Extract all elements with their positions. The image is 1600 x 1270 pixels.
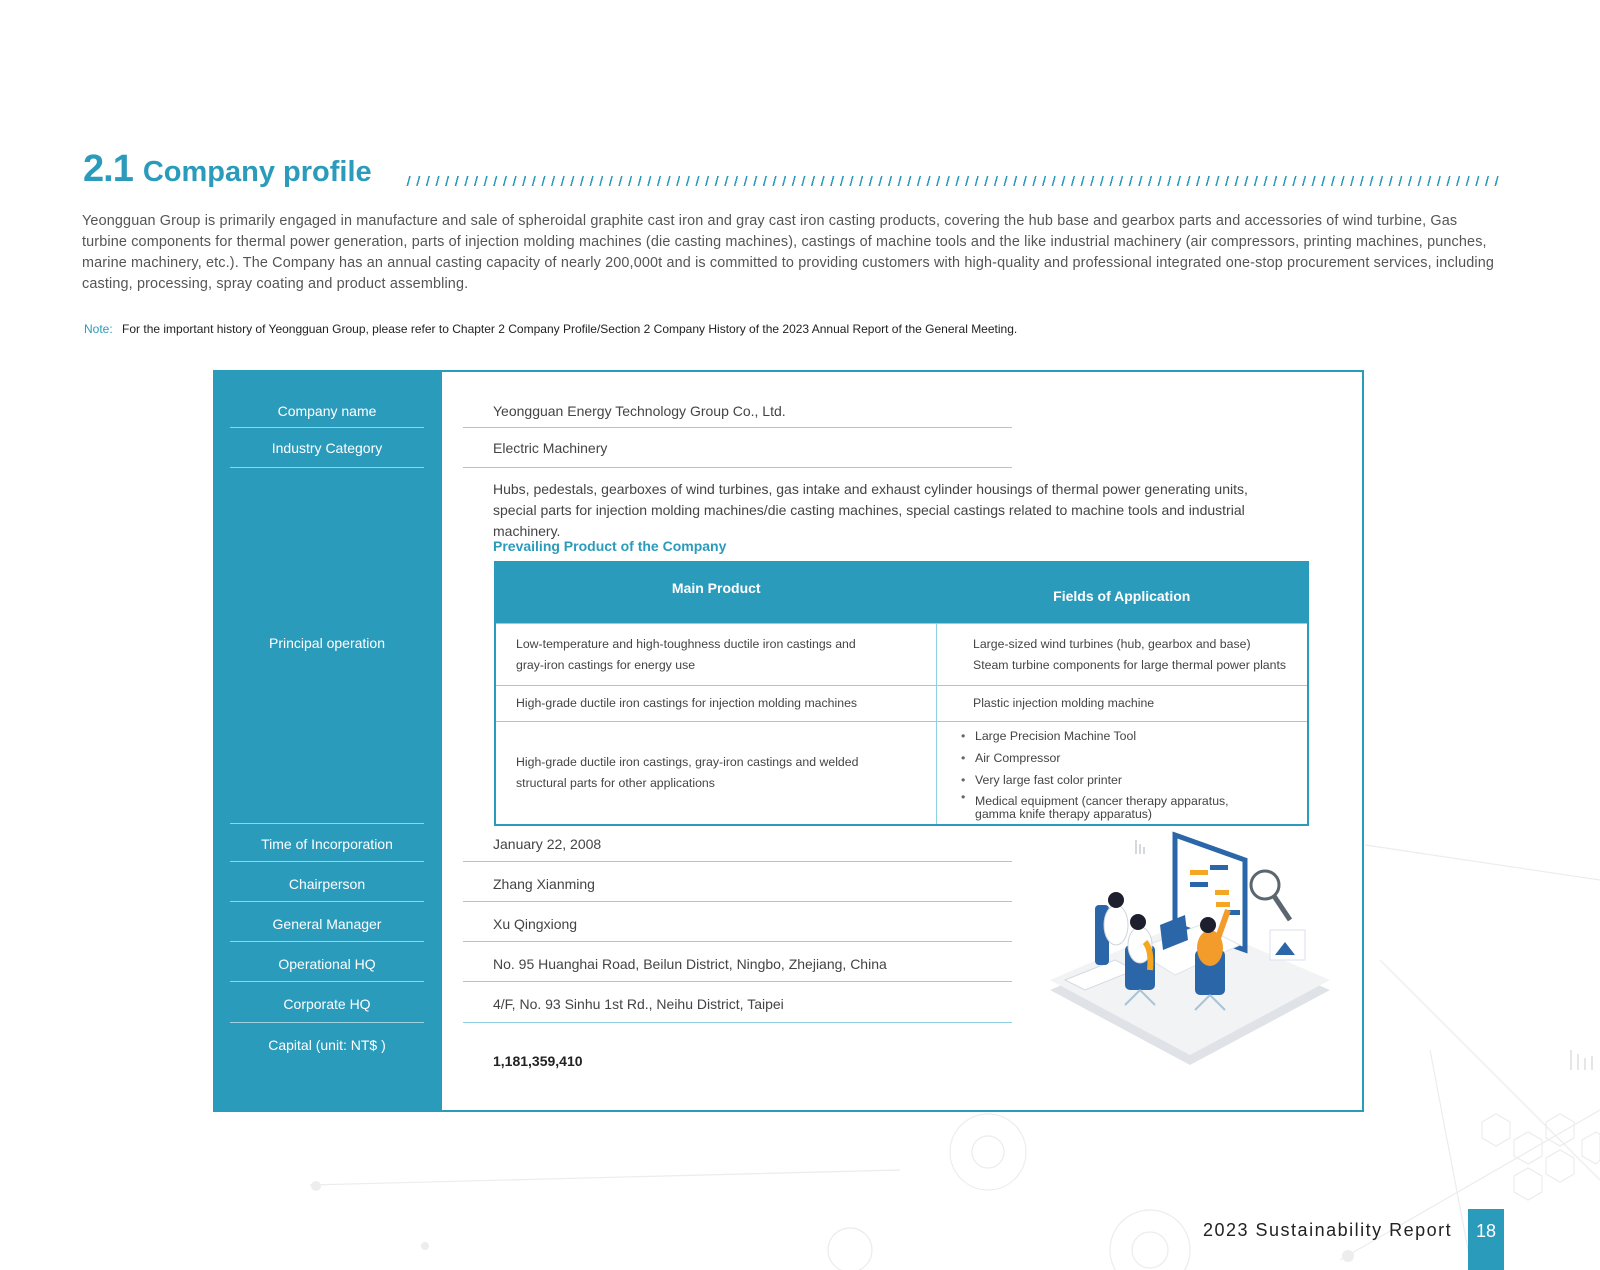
label-capital: Capital (unit: NT$ )	[268, 1037, 386, 1053]
report-title: 2023 Sustainability Report	[1203, 1220, 1453, 1240]
value-divider	[463, 427, 1012, 428]
application-line: Large-sized wind turbines (hub, gearbox and base)	[973, 636, 1251, 651]
section-heading: Company profile	[142, 156, 372, 188]
prevailing-product-heading: Prevailing Product of the Company	[493, 538, 727, 554]
header-fields-of-application: Fields of Application	[937, 562, 1309, 624]
note-label: Note:	[84, 322, 113, 336]
application-line: Steam turbine components for large thermal power plants	[973, 657, 1287, 672]
label-divider	[230, 823, 424, 824]
label-company-name: Company name	[277, 403, 377, 419]
product-line: Low-temperature and high-toughness ductile iron castings and	[516, 636, 856, 651]
page-number: 18	[1468, 1209, 1504, 1270]
value-divider	[463, 1022, 1012, 1023]
application-cell	[937, 624, 1309, 686]
value-corporate-hq: 4/F, No. 93 Sinhu 1st Rd., Neihu District, Taipei	[493, 996, 784, 1012]
bullet-line: gamma knife therapy apparatus)	[975, 806, 1153, 821]
value-chairperson: Zhang Xianming	[493, 876, 595, 892]
section-number: 2.1	[83, 148, 133, 190]
value-time-of-incorporation: January 22, 2008	[493, 836, 602, 852]
bullet-item: • Large Precision Machine Tool	[961, 725, 1287, 747]
product-table-header	[495, 562, 1308, 624]
bullet-item	[961, 791, 1287, 821]
product-line: structural parts for other applications	[516, 775, 715, 790]
main-product-cell	[495, 624, 937, 686]
product-line: gray-iron castings for energy use	[516, 657, 696, 672]
application-line: Plastic injection molding machine	[973, 696, 1155, 710]
bullet-item: • Very large fast color printer	[961, 769, 1287, 791]
label-operational-hq: Operational HQ	[278, 956, 376, 972]
title-hatch-divider	[404, 176, 1504, 186]
value-industry-category: Electric Machinery	[493, 440, 608, 456]
value-divider	[463, 901, 1012, 902]
value-divider	[463, 467, 1012, 468]
label-corporate-hq: Corporate HQ	[283, 996, 371, 1012]
label-chairperson: Chairperson	[288, 876, 366, 892]
application-bullet-list	[961, 725, 1287, 821]
table-row	[495, 686, 1308, 722]
label-divider	[230, 1022, 424, 1023]
value-company-name: Yeongguan Energy Technology Group Co., Ltd.	[493, 403, 786, 419]
note-text: For the important history of Yeongguan Group, please refer to Chapter 2 Company Profile/Section 2 Company History of the 2023 Annual Report of the General Meeting.	[122, 322, 1018, 336]
application-cell	[937, 686, 1309, 722]
value-capital: 1,181,359,410	[493, 1053, 583, 1069]
label-divider	[230, 981, 424, 982]
principal-operation-description: Hubs, pedestals, gearboxes of wind turbines, gas intake and exhaust cylinder housings of thermal power generating units, special parts for injection molding machines/die casting machines, special castings related to machine tools and industrial machinery.	[493, 481, 1248, 539]
bullet-item: • Air Compressor	[961, 747, 1287, 769]
table-row	[495, 624, 1308, 686]
label-industry-category: Industry Category	[271, 440, 383, 456]
value-operational-hq: No. 95 Huanghai Road, Beilun District, Ningbo, Zhejiang, China	[493, 956, 887, 972]
label-divider	[230, 941, 424, 942]
label-principal-operation: Principal operation	[269, 635, 385, 651]
product-line: High-grade ductile iron castings for injection molding machines	[516, 696, 858, 710]
product-line: High-grade ductile iron castings, gray-iron castings and welded	[516, 754, 859, 769]
header-main-product: Main Product	[495, 562, 937, 624]
table-row	[495, 722, 1308, 825]
main-product-cell	[495, 722, 937, 825]
section-title	[83, 148, 372, 191]
product-table	[494, 561, 1309, 826]
value-general-manager: Xu Qingxiong	[493, 916, 578, 932]
value-divider	[463, 861, 1012, 862]
bullet-line: Medical equipment (cancer therapy apparatus,	[975, 793, 1229, 808]
value-divider	[463, 941, 1012, 942]
label-divider	[230, 467, 424, 468]
label-divider	[230, 427, 424, 428]
intro-paragraph: Yeongguan Group is primarily engaged in manufacture and sale of spheroidal graphite cast iron and gray cast iron casting products, covering the hub base and gearbox parts and accessories of wind turbine, Gas turbine components for thermal power generation, parts of injection molding machines (die casting machines), castings of machine tools and the like industrial machinery (air compressors, printing machines, punches, marine machinery, etc.). The Company has an annual casting capacity of nearly 200,000t and is committed to providing customers with high-quality and professional integrated one-stop procurement services, including casting, processing, spray coating and product assembling.	[82, 213, 1495, 292]
label-divider	[230, 901, 424, 902]
history-note	[84, 322, 1017, 336]
label-time-of-incorporation: Time of Incorporation	[261, 836, 393, 852]
team-meeting-illustration	[1040, 830, 1340, 1080]
label-general-manager: General Manager	[272, 916, 382, 932]
label-divider	[230, 861, 424, 862]
value-divider	[463, 981, 1012, 982]
application-cell	[937, 722, 1309, 825]
main-product-cell	[495, 686, 937, 722]
